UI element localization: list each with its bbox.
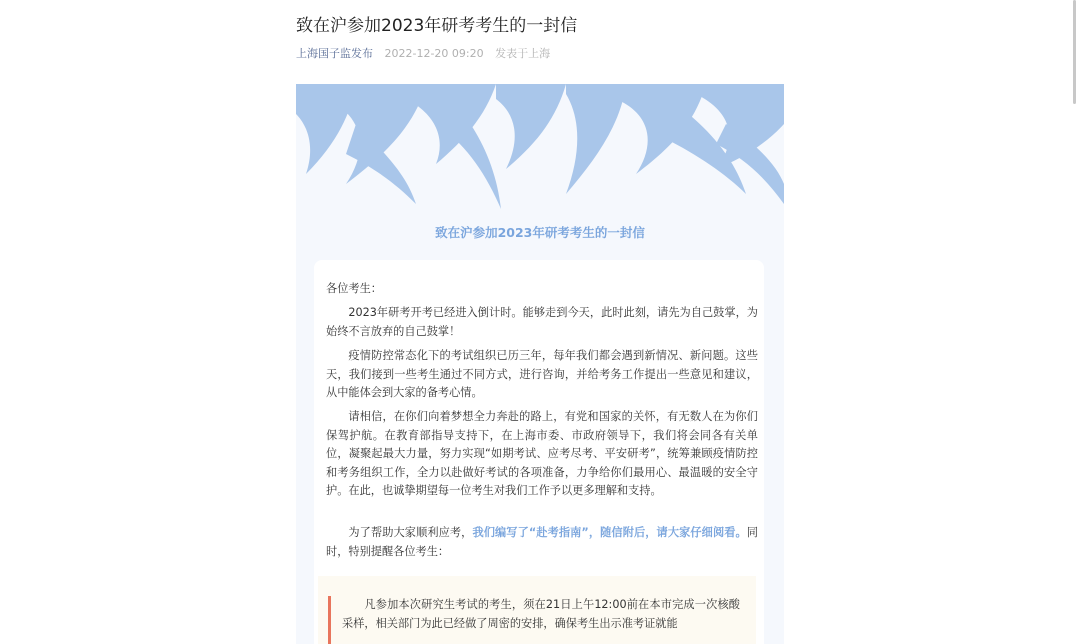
letter-paragraph-4 bbox=[326, 524, 758, 561]
letter-paragraph-3: 请相信，在你们向着梦想全力奔赴的路上，有党和国家的关怀，有无数人在为你们保驾护航。在教育部指导支持下，在上海市委、市政府领导下，我们将会同各有关单位，凝聚起最大力量，努力实现“如期考试、应考尽考、平安研考”，统筹兼顾疫情防控和考务组织工作，全力以赴做好考试的各项准备，力争给你们最用心、最温暖的安全守护。在此，也诚挚期望每一位考生对我们工作予以更多理解和支持。 bbox=[326, 410, 758, 497]
article-title: 致在沪参加2023年研考考生的一封信 bbox=[296, 16, 578, 36]
article-meta bbox=[296, 46, 550, 62]
letter-greeting: 各位考生： bbox=[326, 282, 382, 295]
letter-paragraph-2: 疫情防控常态化下的考试组织已历三年，每年我们都会遇到新情况、新问题。这些天，我们接到一些考生通过不同方式，进行咨询，并给考务工作提出一些意见和建议，从中能体会到大家的备考心情。 bbox=[326, 349, 758, 399]
letter-image bbox=[296, 84, 784, 644]
publish-location: 发表于上海 bbox=[495, 47, 551, 60]
notice-accent-bar bbox=[328, 596, 331, 644]
letter-title: 致在沪参加2023年研考考生的一封信 bbox=[435, 225, 645, 240]
source-link[interactable]: 上海国子监发布 bbox=[296, 47, 373, 60]
palm-leaves-decoration bbox=[296, 84, 784, 214]
publish-time: 2022-12-20 09:20 bbox=[384, 47, 484, 60]
paragraph-4-tail: 同时，特别提醒各位考生： bbox=[326, 526, 758, 558]
paragraph-4-intro: 为了帮助大家顺利应考， bbox=[348, 526, 473, 539]
letter-paragraph-1: 2023年研考开考已经进入倒计时。能够走到今天，此时此刻，请先为自己鼓掌，为始终不言放弃的自己鼓掌！ bbox=[326, 306, 758, 338]
paragraph-4-highlight: 我们编写了“赴考指南”，随信附后，请大家仔细阅看。 bbox=[472, 526, 747, 539]
notice-text: 凡参加本次研究生考试的考生，须在21日上午12:00前在本市完成一次核酸采样，相关部门为此已经做了周密的安排，确保考生出示准考证就能 bbox=[342, 598, 740, 630]
page-scrollbar[interactable] bbox=[1073, 0, 1076, 104]
letter-card bbox=[314, 260, 764, 644]
notice-box bbox=[318, 576, 756, 644]
